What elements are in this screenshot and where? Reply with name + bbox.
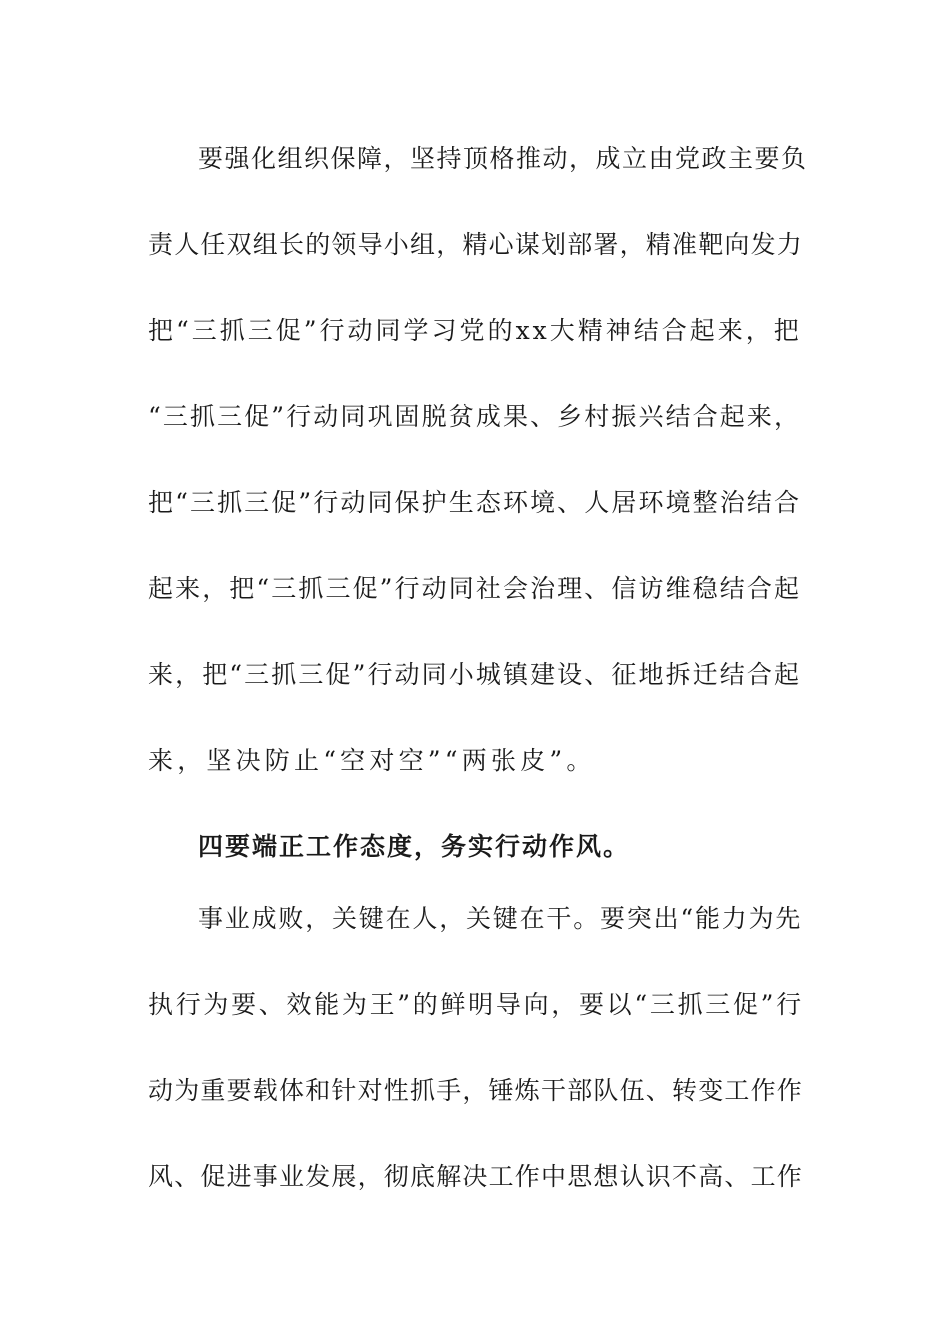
paragraph-line: 来，把“三抓三促”行动同小城镇建设、征地拆迁结合起 — [148, 660, 802, 689]
section-heading: 四要端正工作态度，务实行动作风。 — [198, 832, 631, 861]
paragraph-line: 把“三抓三促”行动同学习党的xx大精神结合起来，把 — [148, 316, 802, 345]
paragraph-line: 责人任双组长的领导小组，精心谋划部署，精准靶向发力 — [148, 230, 804, 259]
paragraph-line: 来，坚决防止“空对空”“两张皮”。 — [148, 746, 596, 775]
paragraph-line: 风、促进事业发展，彻底解决工作中思想认识不高、工作 — [148, 1162, 804, 1191]
paragraph-line: 事业成败，关键在人，关键在干。要突出“能力为先 — [198, 904, 803, 933]
paragraph-line: “三抓三促”行动同巩固脱贫成果、乡村振兴结合起来， — [148, 402, 802, 431]
paragraph-line: 把“三抓三促”行动同保护生态环境、人居环境整治结合 — [148, 488, 802, 517]
paragraph-line: 动为重要载体和针对性抓手，锤炼干部队伍、转变工作作 — [148, 1076, 804, 1105]
paragraph-line: 执行为要、效能为王”的鲜明导向，要以“三抓三促”行 — [148, 990, 804, 1019]
paragraph-line: 要强化组织保障，坚持顶格推动，成立由党政主要负 — [198, 144, 808, 173]
paragraph-line: 起来，把“三抓三促”行动同社会治理、信访维稳结合起 — [148, 574, 802, 603]
